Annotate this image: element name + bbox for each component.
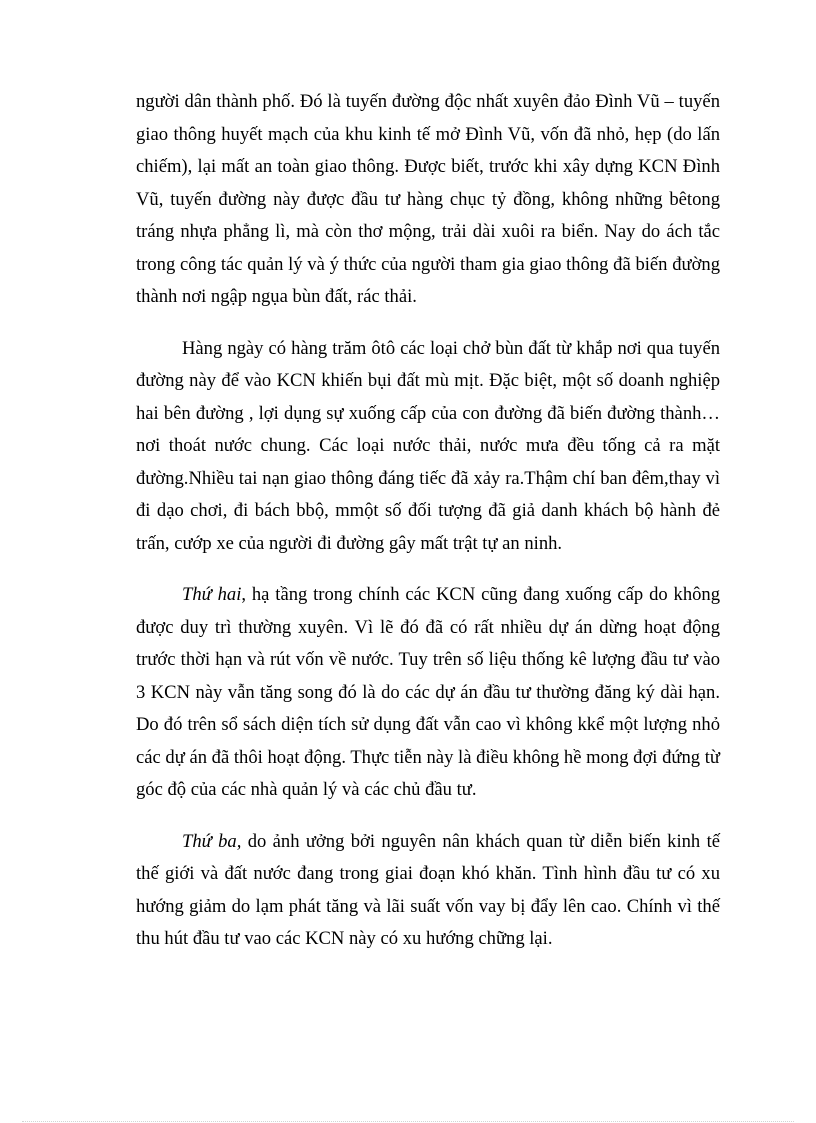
paragraph-2 — [136, 333, 720, 561]
page-bottom-edge — [22, 1121, 794, 1122]
paragraph-3 — [136, 579, 720, 807]
paragraph-4-lead: Thứ ba, — [182, 830, 242, 852]
paragraph-1 — [136, 86, 720, 314]
paragraph-2-text: Hàng ngày có hàng trăm ôtô các loại chở bùn đất từ khắp nơi qua tuyến đường này để vào KCN khiến bụi đất mù mịt. Đặc biệt, một số doanh nghiệp hai bên đường , lợi dụng sự xuống cấp của con đường đã biến đường thành… nơi thoát nước chung. Các loại nước thải, nước mưa đều tống cả ra mặt đường.Nhiều tai nạn giao thông đáng tiếc đã xảy ra.Thậm chí ban đêm,thay vì đi dạo chơi, đi bách bbộ, mmột số đối tượng đã giả danh khách bộ hành đẻ trấn, cướp xe của người đi đường gây mất trật tự an ninh. — [136, 337, 720, 554]
paragraph-1-text: người dân thành phố. Đó là tuyến đường độc nhất xuyên đảo Đình Vũ – tuyến giao thông huyết mạch của khu kinh tế mở Đình Vũ, vốn đã nhỏ, hẹp (do lấn chiếm), lại mất an toàn giao thông. Được biết, trước khi xây dựng KCN Đình Vũ, tuyến đường này được đầu tư hàng chục tỷ đồng, không những bêtong tráng nhựa phẳng lì, mà còn thơ mộng, trải dài xuôi ra biển. Nay do ách tắc trong công tác quản lý và ý thức của người tham gia giao thông đã biến đường thành nơi ngập ngụa bùn đất, rác thải. — [136, 91, 720, 307]
document-page — [136, 86, 720, 956]
paragraph-3-text: , hạ tầng trong chính các KCN cũng đang xuống cấp do không được duy trì thường xuyên. Vì lẽ đó đã có rất nhiều dự án dừng hoạt động trước thời hạn và rút vốn về nước. Tuy trên số liệu thống kê lượng đầu tư vào 3 KCN này vẫn tăng song đó là do các dự án đầu tư thường đăng ký dài hạn. Do đó trên sổ sách diện tích sử dụng đất vẫn cao vì không kkể một lượng nhỏ các dự án đã thôi hoạt động. Thực tiễn này là điều không hề mong đợi đứng từ góc độ của các nhà quản lý và các chủ đầu tư. — [136, 584, 721, 800]
paragraph-3-lead: Thứ hai — [182, 584, 242, 605]
paragraph-4 — [136, 826, 720, 956]
paragraph-4-text: do ảnh ưởng bởi nguyên nân khách quan từ diễn biến kinh tế thế giới và đất nước đang trong giai đoạn khó khăn. Tình hình đầu tư có xu hướng giảm do lạm phát tăng và lãi suất vốn vay bị đẩy lên cao. Chính vì thế thu hút đầu tư vao các KCN này có xu hướng chững lại. — [136, 830, 720, 949]
